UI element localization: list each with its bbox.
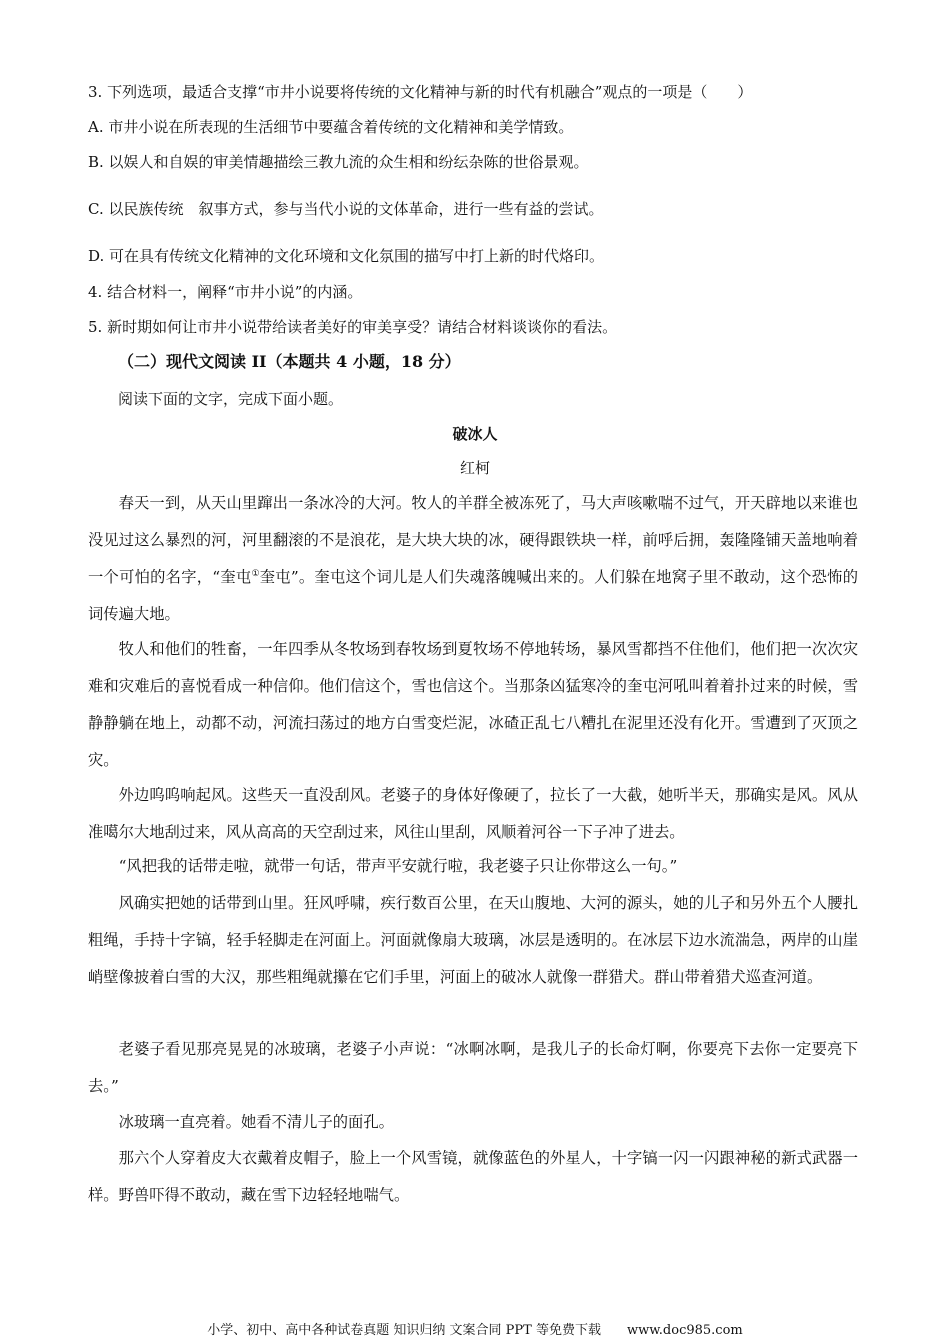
article-paragraph: 冰玻璃一直亮着。她看不清儿子的面孔。 (118, 1113, 394, 1131)
article-paragraph: 那六个人穿着皮大衣戴着皮帽子，脸上一个风雪镜，就像蓝色的外星人，十字镐一闪一闪跟神秘的新式武器一样。野兽吓得不敢动，藏在雪下边轻轻地喘气。 (88, 1149, 858, 1204)
article-paragraph (88, 485, 858, 633)
article-paragraph: 外边呜呜响起风。这些天一直没刮风。老婆子的身体好像硬了，拉长了一大截，她听半天，那确实是风。风从准噶尔大地刮过来，风从高高的天空刮过来，风往山里刮，风顺着河谷一下子冲了进去。 (88, 786, 858, 841)
question-3-option-a: A. 市井小说在所表现的生活细节中要蕴含着传统的文化精神和美学情致。 (88, 118, 574, 136)
question-3-option-d: D. 可在具有传统文化精神的文化环境和文化氛围的描写中打上新的时代烙印。 (88, 247, 605, 265)
article-author: 红柯 (459, 459, 490, 477)
article-paragraph: 老婆子看见那亮晃晃的冰玻璃，老婆子小声说：“冰啊冰啊，是我儿子的长命灯啊，你要亮下去你一定要亮下去。” (88, 1040, 858, 1095)
question-5: 5. 新时期如何让市井小说带给读者美好的审美享受？请结合材料谈谈你的看法。 (88, 318, 618, 336)
footnote-marker: ① (251, 568, 260, 579)
paragraph-text: 春天一到，从天山里蹿出一条冰冷的大河。牧人的羊群全被冻死了，马大声咳嗽喘不过气，开天辟地以来谁也没见过这么暴烈的河，河里翻滚的不是浪花，是大块大块的冰，硬得跟铁块一样，前呼后拥，轰隆隆铺天盖地响着一个可怕的名字，“奎屯 (88, 494, 858, 586)
article-title: 破冰人 (452, 425, 498, 443)
page-footer: 小学、初中、高中各种试卷真题 知识归纳 文案合同 PPT 等免费下载 www.doc985.com (207, 1323, 743, 1338)
article-paragraph: 风确实把她的话带到山里。狂风呼啸，疾行数百公里，在天山腹地、大河的源头，她的儿子和另外五个人腰扎粗绳，手持十字镐，轻手轻脚走在河面上。河面就像扇大玻璃，冰层是透明的。在冰层下边水流湍急，两岸的山崖峭壁像披着白雪的大汉，那些粗绳就攥在它们手里，河面上的破冰人就像一群猎犬。群山带着猎犬巡查河道。 (88, 894, 858, 986)
question-4: 4. 结合材料一，阐释“市井小说”的内涵。 (88, 283, 363, 301)
article-paragraph: 牧人和他们的牲畜，一年四季从冬牧场到春牧场到夏牧场不停地转场，暴风雪都挡不住他们，他们把一次次灾难和灾难后的喜悦看成一种信仰。他们信这个，雪也信这个。当那条凶猛寒冷的奎屯河吼叫着着扑过来的时候，雪静静躺在地上，动都不动，河流扫荡过的地方白雪变烂泥，冰碴正乱七八糟扎在泥里还没有化开。雪遭到了灭顶之灾。 (88, 640, 858, 769)
section-heading: （二）现代文阅读 II（本题共 4 小题，18 分） (118, 352, 461, 371)
paragraph-text: 奎屯”。奎屯这个词儿是人们失魂落魄喊出来的。人们躲在地窝子里不敢动，这个恐怖的词传遍大地。 (88, 568, 858, 623)
question-3-option-b: B. 以娱人和自娱的审美情趣描绘三教九流的众生相和纷纭杂陈的世俗景观。 (88, 153, 589, 171)
question-3-option-c: C. 以民族传统 叙事方式，参与当代小说的文体革命，进行一些有益的尝试。 (88, 200, 604, 218)
article-paragraph: “风把我的话带走啦，就带一句话，带声平安就行啦，我老婆子只让你带这么一句。” (118, 857, 678, 875)
section-instruction: 阅读下面的文字，完成下面小题。 (118, 390, 344, 408)
question-3-stem: 3. 下列选项，最适合支撑“市井小说要将传统的文化精神与新的时代有机融合”观点的一项是（ ） (88, 83, 753, 101)
